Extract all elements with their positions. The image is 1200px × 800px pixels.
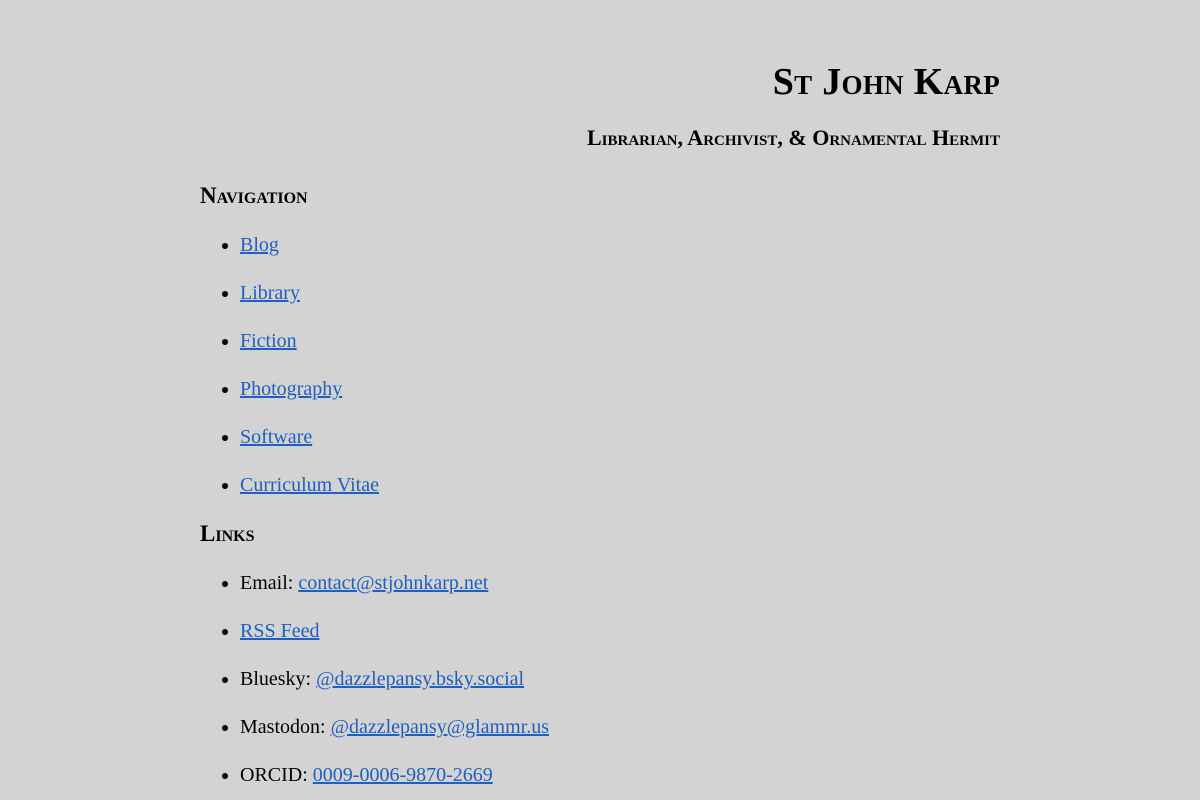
navigation-heading: Navigation (200, 183, 308, 208)
nav-link-fiction[interactable]: Fiction (240, 330, 297, 352)
nav-item-curriculum-vitae (240, 473, 1000, 497)
page-container (200, 0, 1000, 787)
site-title: St John Karp (772, 61, 1000, 103)
nav-link-curriculum-vitae[interactable]: Curriculum Vitae (240, 474, 379, 496)
navigation-section (200, 182, 1000, 497)
email-label: Email: (240, 572, 299, 594)
mastodon-link[interactable]: @dazzlepansy@glammr.us (330, 716, 550, 738)
bluesky-label: Bluesky: (240, 668, 317, 690)
nav-item-fiction (240, 329, 1000, 353)
links-heading: Links (200, 521, 255, 546)
nav-item-blog (240, 233, 1000, 257)
navigation-list (200, 233, 1000, 497)
nav-link-blog[interactable]: Blog (240, 234, 279, 256)
nav-link-library[interactable]: Library (240, 282, 300, 304)
nav-link-photography[interactable]: Photography (240, 378, 343, 400)
nav-link-software[interactable]: Software (240, 426, 313, 448)
nav-item-library (240, 281, 1000, 305)
email-link[interactable]: contact@stjohnkarp.net (298, 572, 489, 594)
links-list (200, 571, 1000, 787)
links-item-bluesky (240, 667, 1000, 691)
site-subtitle: Librarian, Archivist, & Ornamental Hermit (587, 125, 1000, 150)
links-item-orcid (240, 763, 1000, 787)
nav-item-software (240, 425, 1000, 449)
site-header (200, 60, 1000, 152)
rss-feed-link[interactable]: RSS Feed (240, 620, 320, 642)
bluesky-link[interactable]: @dazzlepansy.bsky.social (316, 668, 525, 690)
links-section (200, 520, 1000, 787)
links-item-rss (240, 619, 1000, 643)
orcid-link[interactable]: 0009-0006-9870-2669 (312, 764, 493, 786)
orcid-label: ORCID: (240, 764, 313, 786)
links-item-email (240, 571, 1000, 595)
links-item-mastodon (240, 715, 1000, 739)
nav-item-photography (240, 377, 1000, 401)
mastodon-label: Mastodon: (240, 716, 331, 738)
